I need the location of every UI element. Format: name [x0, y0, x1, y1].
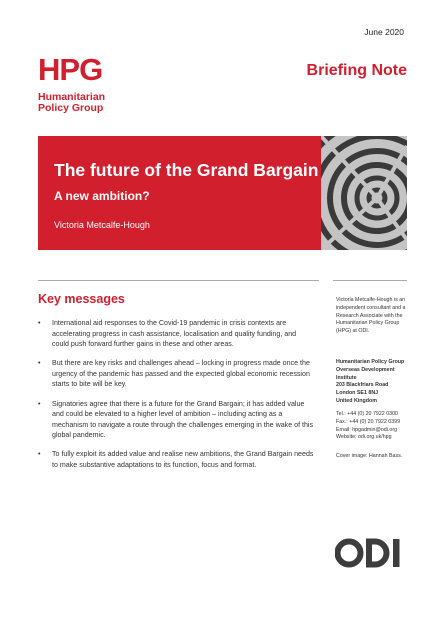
hpg-logo-subtitle	[38, 92, 105, 114]
odi-logo-icon	[335, 536, 405, 570]
hpg-logo-line2: Policy Group	[38, 102, 104, 114]
phone-line: Tel.: +44 (0) 20 7922 0300	[336, 411, 398, 417]
author-bio: Victoria Metcalfe-Hough is an independent consultant and a Research Associate with the Humanitarian Policy Group (HPG) at ODI.	[336, 297, 406, 335]
publication-date: June 2020	[364, 27, 404, 37]
cover-art-icon	[321, 136, 407, 250]
key-messages-heading: Key messages	[38, 292, 125, 306]
email-line: Email: hpgadmin@odi.org	[336, 426, 398, 433]
list-item: • But there are key risks and challenges ahead – locking in progress made once the urgency of the pandemic has passed and the expected global economic recession starts to bite will be key.	[38, 359, 310, 389]
bullet-icon: •	[38, 319, 41, 327]
postal-address: Humanitarian Policy Group Overseas Development Institute 203 Blackfriars Road London SE1 8NJ United Kingdom	[336, 359, 405, 404]
hpg-logo-line1: Humanitarian	[38, 91, 106, 103]
bullet-icon: •	[38, 450, 41, 459]
cover-image-credit: Cover image: Hannah Bass.	[336, 453, 403, 459]
sidebar-divider	[333, 280, 407, 281]
bullet-icon: •	[38, 359, 41, 368]
list-item: • Signatories agree that there is a future for the Grand Bargain; it has added value and could be elevated to a higher level of ambition – including acting as a mechanism to navigate a route through the challenges emerging in the wake of this global pandemic.	[38, 399, 314, 440]
fax-line: Fax.: +44 (0) 20 7922 0399	[336, 418, 401, 425]
list-item: • To fully exploit its added value and realise new ambitions, the Grand Bargain needs to make substantive adaptations to its function, focus and format.	[38, 450, 314, 469]
bullet-icon: •	[38, 399, 41, 408]
key-messages-list	[38, 318, 314, 479]
document-title: The future of the Grand Bargain	[54, 160, 319, 180]
website-line: Website: odi.org.uk/hpg	[336, 434, 392, 441]
document-subtitle: A new ambition?	[54, 189, 150, 203]
contact-details	[336, 411, 412, 442]
document-type: Briefing Note	[306, 62, 407, 79]
section-divider	[38, 280, 319, 281]
hpg-logo-wordmark: HPG	[38, 52, 103, 87]
author-name: Victoria Metcalfe-Hough	[54, 220, 150, 230]
list-item: • International aid responses to the Covid-19 pandemic in crisis contexts are accelerating progress in cash assistance, localisation and quality funding, and could push forward further gains in these and other areas.	[38, 319, 297, 348]
